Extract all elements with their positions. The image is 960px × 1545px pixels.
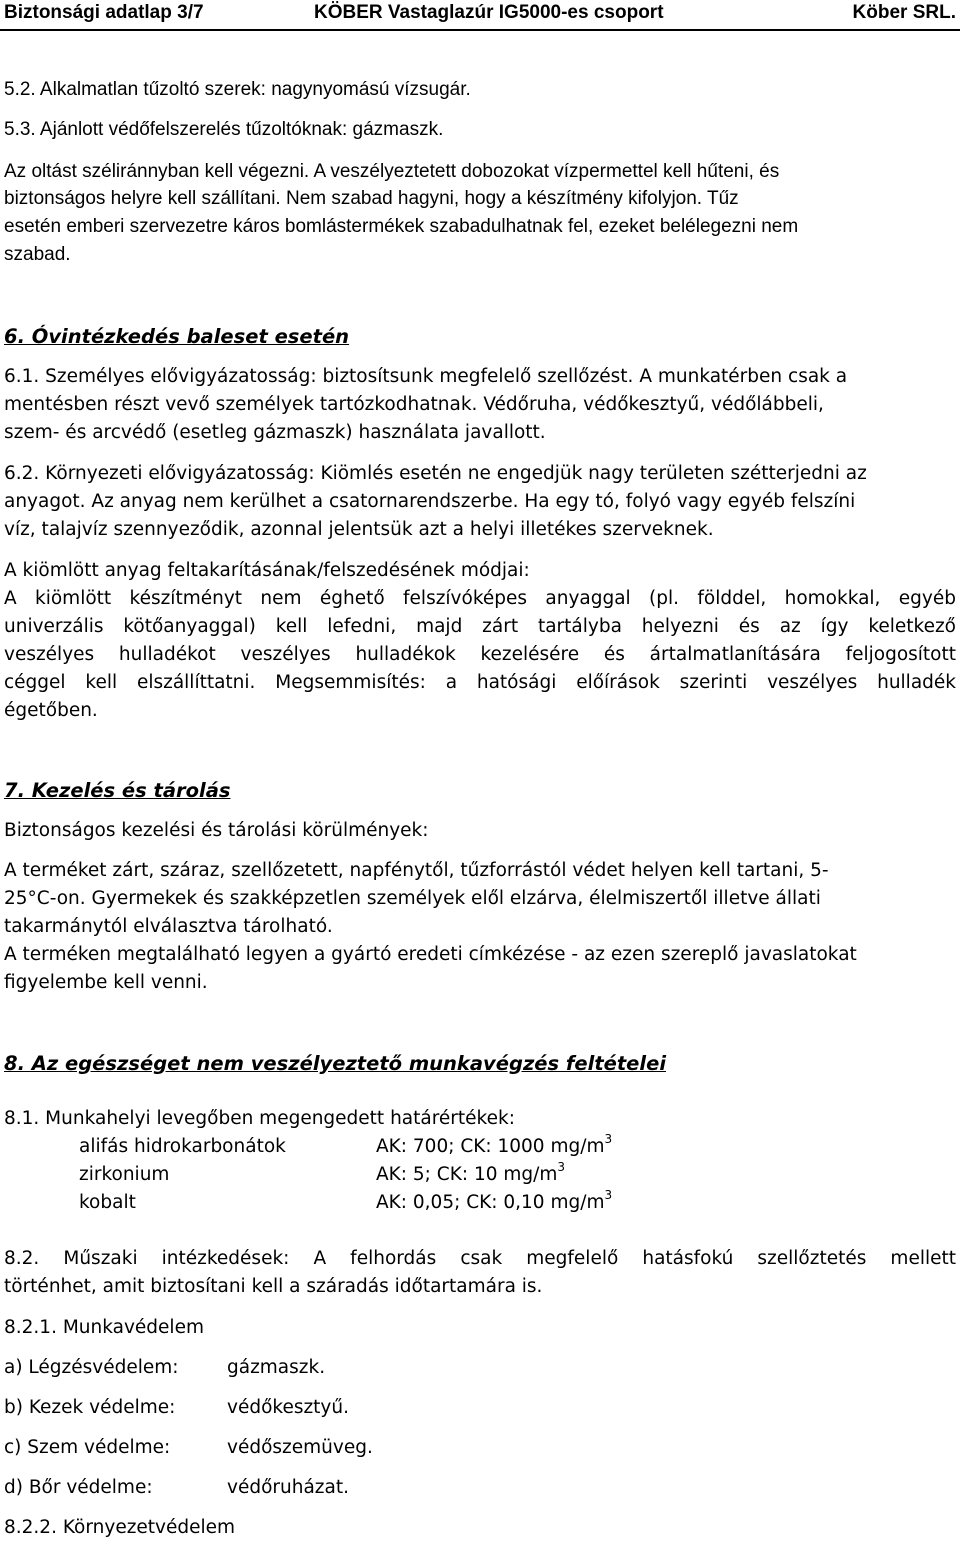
header-doc-title: Biztonsági adatlap 3/7 [4,2,204,23]
cleanup-methods-line-5: égetőben. [4,700,98,721]
protection-value: védőkesztyű. [227,1397,349,1418]
header-company: Köber SRL. [852,2,956,23]
section-7-line-3: takarmánytól elválasztva tárolható. [4,916,333,937]
unit-exponent: 3 [557,1160,566,1174]
cleanup-methods-line-3: veszélyes hulladékot veszélyes hulladékok kezelésére és ártalmatlanítására feljogosított [4,644,956,665]
section-7-line-2: 25°C-on. Gyermekek és szakképzetlen személyek elől elzárva, élelmiszertől illetve állati [4,888,821,909]
section-5-paragraph-line-3: esetén emberi szervezetre káros bomlástermékek szabadulhatnak fel, ezeket belélegezni nem [4,216,799,237]
unit-exponent: 3 [604,1132,613,1146]
section-5-paragraph-line-1: Az oltást széliránnyban kell végezni. A veszélyeztetett dobozokat vízpermettel kell hűteni, és [4,161,780,182]
substance-name: zirkonium [79,1164,170,1185]
section-5-2-line: 5.2. Alkalmatlan tűzoltó szerek: nagynyomású vízsugár. [4,79,471,100]
protection-label: a) Légzésvédelem: [4,1357,179,1378]
limit-value: AK: 0,05; CK: 0,10 $mg/m^3$ [376,1188,613,1213]
header-product-name: KÖBER Vastaglazúr IG5000-es csoport [314,2,664,23]
section-6-2-line-1: 6.2. Környezeti elővigyázatosság: Kiömlés esetén ne engedjük nagy területen szétterjedni az [4,463,867,484]
header-divider [0,29,960,31]
section-7-line-1: A terméket zárt, száraz, szellőzetett, napfénytől, tűzforrástól védet helyen kell tartani, 5- [4,860,829,881]
unit-exponent: 3 [604,1188,613,1202]
section-8-heading: 8. Az egészséget nem veszélyeztető munkavégzés feltételei [4,1052,667,1075]
section-6-heading: 6. Óvintézkedés baleset esetén [4,325,350,348]
section-7-line-4: A terméken megtalálható legyen a gyártó eredeti címkézése - az ezen szereplő javaslatokat [4,944,857,965]
protection-value: védőszemüveg. [227,1437,373,1458]
section-8-2-line-1: 8.2. Műszaki intézkedések: A felhordás csak megfelelő hatásfokú szellőztetés mellett [4,1248,956,1269]
section-6-1-line-3: szem- és arcvédő (esetleg gázmaszk) használata javallott. [4,422,546,443]
cleanup-methods-line-4: céggel kell elszállíttatni. Megsemmisítés: a hatósági előírások szerinti veszélyes hulladék [4,672,956,693]
section-8-2-1-line: 8.2.1. Munkavédelem [4,1317,204,1338]
section-6-1-line-1: 6.1. Személyes elővigyázatosság: biztosítsunk megfelelő szellőzést. A munkatérben csak a [4,366,848,387]
protection-label: d) Bőr védelme: [4,1477,153,1498]
cleanup-methods-title: A kiömlött anyag feltakarításának/felszedésének módjai: [4,560,530,581]
cleanup-methods-line-2: univerzális kötőanyaggal) kell lefedni, majd zárt tartályba helyezni és az így keletkező [4,616,956,637]
section-8-2-line-2: történhet, amit biztosítani kell a száradás időtartamára is. [4,1276,543,1297]
section-8-1-line: 8.1. Munkahelyi levegőben megengedett határértékek: [4,1108,515,1129]
protection-value: védőruházat. [227,1477,349,1498]
section-8-2-2-line: 8.2.2. Környezetvédelem [4,1517,236,1538]
cleanup-methods-line-1: A kiömlött készítményt nem éghető felszívóképes anyaggal (pl. földdel, homokkal, egyéb [4,588,956,609]
substance-name: kobalt [79,1192,136,1213]
section-6-1-line-2: mentésben részt vevő személyek tartózkodhatnak. Védőruha, védőkesztyű, védőlábbeli, [4,394,824,415]
section-7-subtitle: Biztonságos kezelési és tárolási körülmények: [4,820,429,841]
protection-value: gázmaszk. [227,1357,326,1378]
section-6-2-line-2: anyagot. Az anyag nem kerülhet a csatornarendszerbe. Ha egy tó, folyó vagy egyéb felszíni [4,491,856,512]
section-7-line-5: figyelembe kell venni. [4,972,208,993]
section-7-heading: 7. Kezelés és tárolás [4,779,231,802]
section-6-2-line-3: víz, talajvíz szennyeződik, azonnal jelentsük azt a helyi illetékes szerveknek. [4,519,714,540]
section-5-3-line: 5.3. Ajánlott védőfelszerelés tűzoltóknak: gázmaszk. [4,119,444,140]
section-5-paragraph-line-2: biztonságos helyre kell szállítani. Nem szabad hagyni, hogy a készítmény kifolyjon. Tűz [4,188,739,209]
page-header [0,2,960,28]
section-5-paragraph-line-4: szabad. [4,244,71,265]
substance-name: alifás hidrokarbonátok [79,1136,286,1157]
limit-value: AK: 700; CK: 1000 $mg/m^3$ [376,1132,613,1157]
protection-label: c) Szem védelme: [4,1437,171,1458]
limit-value: AK: 5; CK: 10 $mg/m^3$ [376,1160,566,1185]
protection-label: b) Kezek védelme: [4,1397,176,1418]
